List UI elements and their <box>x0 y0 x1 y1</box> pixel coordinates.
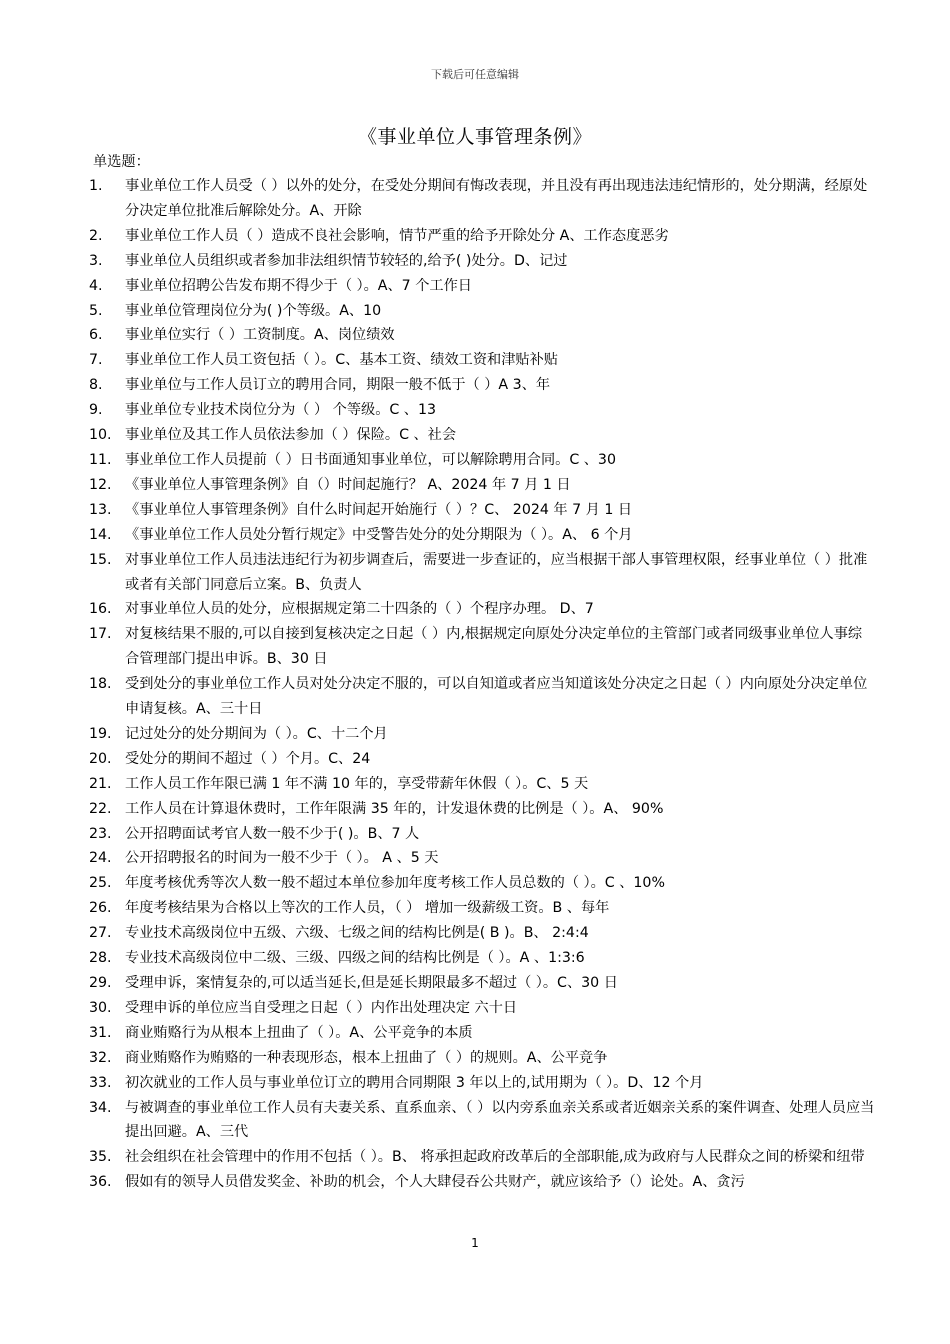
question-text: 对事业单位工作人员违法违纪行为初步调查后，需要进一步查证的，应当根据干部人事管理权限，经事业单位（ ）批准或者有关部门同意后立案。B、负责人 <box>125 551 868 593</box>
question-text: 初次就业的工作人员与事业单位订立的聘用合同期限 3 年以上的,试用期为（ ）。D、12 个月 <box>125 1074 704 1091</box>
question-item <box>86 797 876 822</box>
question-number: 34. <box>89 1099 112 1116</box>
question-number: 16. <box>89 601 112 618</box>
question-text: 公开招聘报名的时间为一般不少于（ ）。 A 、5 天 <box>125 850 439 867</box>
question-item <box>86 971 876 996</box>
question-text: 事业单位人员组织或者参加非法组织情节较轻的,给予( )处分。D、记过 <box>125 252 568 269</box>
question-item <box>86 921 876 946</box>
question-item <box>86 423 876 448</box>
question-text: 年度考核优秀等次人数一般不超过本单位参加年度考核工作人员总数的（ ）。C 、10% <box>125 875 665 892</box>
question-item <box>86 1096 876 1146</box>
question-item <box>86 398 876 423</box>
question-item <box>86 373 876 398</box>
question-item <box>86 722 876 747</box>
question-number: 3. <box>89 252 103 269</box>
question-item <box>86 348 876 373</box>
question-number: 26. <box>89 900 112 917</box>
question-item <box>86 1170 876 1195</box>
question-text: 受处分的期间不超过（ ）个月。C、24 <box>125 750 371 767</box>
question-number: 12. <box>89 476 112 493</box>
question-number: 6. <box>89 327 103 344</box>
question-number: 19. <box>89 725 112 742</box>
question-item <box>86 846 876 871</box>
question-text: 事业单位实行（ ）工资制度。A、岗位绩效 <box>125 327 395 344</box>
question-text: 事业单位工作人员受（ ）以外的处分，在受处分期间有悔改表现，并且没有再出现违法违纪情形的，处分期满，经原处分决定单位批准后解除处分。A、开除 <box>125 178 868 219</box>
question-text: 商业贿赂行为从根本上扭曲了（ ）。A、公平竞争的本质 <box>125 1024 473 1041</box>
question-number: 5. <box>89 302 103 319</box>
question-item <box>86 896 876 921</box>
question-item <box>86 498 876 523</box>
question-text: 专业技术高级岗位中二级、三级、四级之间的结构比例是（ ）。A 、1:3:6 <box>125 950 585 967</box>
question-number: 11. <box>89 451 112 468</box>
question-number: 14. <box>89 526 112 543</box>
question-number: 7. <box>89 352 103 369</box>
question-text: 受理申诉，案情复杂的,可以适当延长,但是延长期限最多不超过（ ）。C、30 日 <box>125 975 618 991</box>
question-number: 18. <box>89 676 112 693</box>
question-item <box>86 597 876 622</box>
question-text: 年度考核结果为合格以上等次的工作人员，（ ） 增加一级薪级工资。B 、每年 <box>125 900 610 917</box>
question-item <box>86 1021 876 1046</box>
question-number: 8. <box>89 377 103 394</box>
question-text: 公开招聘面试考官人数一般不少于( )。B、7 人 <box>125 825 420 842</box>
question-number: 2. <box>89 227 103 244</box>
question-number: 32. <box>89 1049 112 1066</box>
question-text: 事业单位管理岗位分为( )个等级。A、10 <box>125 302 382 319</box>
question-number: 25. <box>89 875 112 892</box>
document-title: 《事业单位人事管理条例》 <box>357 126 592 148</box>
question-text: 事业单位专业技术岗位分为（ ） 个等级。C 、13 <box>125 402 437 419</box>
question-number: 31. <box>89 1024 112 1041</box>
question-item <box>86 323 876 348</box>
question-item <box>86 523 876 548</box>
question-text: 假如有的领导人员借发奖金、补助的机会，个人大肆侵吞公共财产，就应该给予（）论处。A、贪污 <box>125 1174 745 1191</box>
question-number: 33. <box>89 1074 112 1091</box>
question-number: 36. <box>89 1174 112 1191</box>
question-text: 记过处分的处分期间为（ ）。C、十二个月 <box>125 725 388 742</box>
question-number: 27. <box>89 925 112 942</box>
question-number: 23. <box>89 825 112 842</box>
question-item <box>86 473 876 498</box>
question-item <box>86 1046 876 1071</box>
page-number: 1 <box>471 1236 479 1250</box>
question-text: 事业单位招聘公告发布期不得少于（ ）。A、7 个工作日 <box>125 277 472 294</box>
section-heading: 单选题： <box>93 154 150 170</box>
question-item <box>86 1145 876 1170</box>
question-text: 商业贿赂作为贿赂的一种表现形态，根本上扭曲了（ ）的规则。A、公平竞争 <box>125 1049 608 1066</box>
question-text: 《事业单位人事管理条例》自什么时间起开始施行（ ）？C、 2024 年 7 月 1 日 <box>125 501 633 518</box>
question-text: 事业单位及其工作人员依法参加（ ）保险。C 、社会 <box>125 427 457 444</box>
question-number: 20. <box>89 750 112 767</box>
question-item <box>86 1071 876 1096</box>
question-item <box>86 772 876 797</box>
question-text: 工作人员工作年限已满 1 年不满 10 年的，享受带薪年休假（ ）。C、5 天 <box>125 775 589 792</box>
question-text: 事业单位与工作人员订立的聘用合同，期限一般不低于（ ）A 3、年 <box>125 377 551 394</box>
question-number: 4. <box>89 277 103 294</box>
question-number: 9. <box>89 402 103 419</box>
question-item <box>86 622 876 672</box>
question-item <box>86 946 876 971</box>
question-text: 受到处分的事业单位工作人员对处分决定不服的，可以自知道或者应当知道该处分决定之日起（ ）内向原处分决定单位申请复核。A、三十日 <box>125 676 868 718</box>
question-item <box>86 548 876 598</box>
question-number: 10. <box>89 427 112 444</box>
question-text: 事业单位工作人员提前（ ）日书面通知事业单位，可以解除聘用合同。C 、30 <box>125 451 616 468</box>
question-item <box>86 174 876 224</box>
question-item <box>86 996 876 1021</box>
question-number: 13. <box>89 501 112 518</box>
question-text: 事业单位工作人员工资包括（ ）。C、基本工资、绩效工资和津贴补贴 <box>125 352 558 369</box>
question-item <box>86 871 876 896</box>
question-text: 受理申诉的单位应当自受理之日起（ ）内作出处理决定 六十日 <box>125 999 518 1016</box>
question-text: 对复核结果不服的,可以自接到复核决定之日起（ ）内,根据规定向原处分决定单位的主管部门或者同级事业单位人事综合管理部门提出申诉。B、30 日 <box>125 626 863 668</box>
question-text: 《事业单位工作人员处分暂行规定》中受警告处分的处分期限为（ ）。A、 6 个月 <box>125 526 633 543</box>
question-item <box>86 672 876 722</box>
question-text: 对事业单位人员的处分，应根据规定第二十四条的（ ）个程序办理。 D、7 <box>125 601 594 618</box>
question-text: 《事业单位人事管理条例》自（）时间起施行？ A、2024 年 7 月 1 日 <box>125 476 571 493</box>
question-number: 28. <box>89 950 112 967</box>
question-item <box>86 822 876 847</box>
question-item <box>86 299 876 324</box>
question-number: 21. <box>89 775 112 792</box>
question-text: 与被调查的事业单位工作人员有夫妻关系、直系血亲、（ ）以内旁系血亲关系或者近姻亲关系的案件调查、处理人员应当提出回避。A、三代 <box>125 1099 875 1141</box>
question-number: 17. <box>89 626 112 643</box>
question-number: 22. <box>89 800 112 817</box>
question-number: 29. <box>89 975 112 991</box>
question-item <box>86 224 876 249</box>
question-text: 事业单位工作人员（ ）造成不良社会影响，情节严重的给予开除处分 A、工作态度恶劣 <box>125 227 669 244</box>
question-number: 24. <box>89 850 112 867</box>
question-item <box>86 448 876 473</box>
question-number: 35. <box>89 1149 112 1166</box>
question-item <box>86 747 876 772</box>
question-number: 15. <box>89 551 112 568</box>
question-item <box>86 274 876 299</box>
question-number: 1. <box>89 178 103 194</box>
question-text: 工作人员在计算退休费时，工作年限满 35 年的，计发退休费的比例是（ ）。A、 90% <box>125 800 664 817</box>
question-number: 30. <box>89 999 112 1016</box>
page-header: 下载后可任意编辑 <box>431 68 519 81</box>
question-text: 专业技术高级岗位中五级、六级、七级之间的结构比例是( B )。B、 2:4:4 <box>125 925 589 942</box>
question-item <box>86 249 876 274</box>
question-text: 社会组织在社会管理中的作用不包括（ ）。B、 将承担起政府改革后的全部职能,成为政府与人民群众之间的桥梁和纽带 <box>125 1149 865 1166</box>
question-list <box>86 174 876 1195</box>
